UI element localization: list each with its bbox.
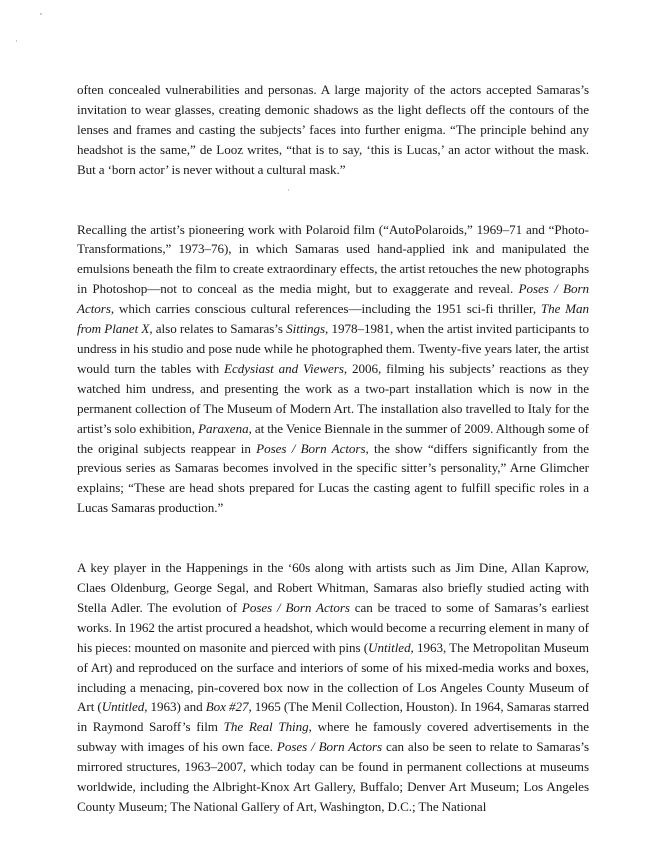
scan-speck <box>16 40 17 42</box>
text-run: can also be seen to relate to Samaras’s mirrored structures, 1963–2007, which today can be found in permanent collections at museums worldwide, including the Albright-Knox Art Gallery, Buffalo; Denver Art Museum; Los Angeles County Museum; The National Gallery of Art, Washington, D.C.; The National <box>77 739 589 814</box>
italic-title: Poses / Born Actors <box>276 739 383 755</box>
text-run: 1963, The Metropolitan Museum of Art) and reproduced on the surface and interiors of some of his mixed-media works and boxes, including a menacing, pin-covered box now in the collection of Los Angeles County Museum of Art ( <box>77 639 589 715</box>
text-run: , which carries conscious cultural references—including the 1951 sci-fi thriller, <box>110 301 541 317</box>
text-run: , also relates to Samaras’s <box>149 321 287 337</box>
text-run: , where he famously covered advertisements in the subway with images of his own face. <box>77 719 589 755</box>
italic-title: Untitled, <box>101 699 148 715</box>
text-run: often concealed vulnerabilities and personas. A large majority of the actors accepted Samaras’s invitation to wear glasses, creating demonic shadows as the light deflects off the contours of the lenses and frames and casting the subjects’ faces into further enigma. “The principle behind any headshot is the same,” de Looz writes, “that is to say, ‘this is Lucas,’ an actor without the mask. But a ‘born actor’ is never without a cultural mask.” <box>77 82 589 177</box>
paragraph-1 <box>77 80 589 180</box>
italic-title: Paraxena <box>198 420 249 436</box>
italic-title: The Real Thing <box>223 719 309 735</box>
scan-speck <box>40 13 42 15</box>
text-run: 1963) and <box>147 699 206 715</box>
italic-title: Poses / Born Actors <box>77 281 589 317</box>
document-page <box>77 80 589 817</box>
italic-title: Ecdysiast and Viewers <box>224 360 344 376</box>
text-run: , 1965 (The Menil Collection, Houston). In 1964, Samaras starred in Raymond Saroff’s film <box>77 699 589 735</box>
paragraph-3 <box>77 558 589 817</box>
text-run: , 1978–1981, when the artist invited participants to undress in his studio and pose nude while he photographed them. Twenty-five years later, the artist would turn the tables with <box>77 321 590 376</box>
paragraph-2 <box>77 220 589 519</box>
text-run: A key player in the Happenings in the ‘60s along with artists such as Jim Dine, Allan Kaprow, Claes Oldenburg, George Segal, and Robert Whitman, Samaras also briefly studied acting with Stella Adler. The evolution of <box>77 560 589 615</box>
text-run: , at the Venice Biennale in the summer of 2009. Although some of the original subjects reappear in <box>77 420 589 456</box>
italic-title: Box #27 <box>205 699 249 715</box>
italic-title: Poses / Born Actors <box>241 599 350 615</box>
text-run: can be traced to some of Samaras’s earliest works. In 1962 the artist procured a headshot, which would become a recurring element in many of his pieces: mounted on masonite and pierced with pins ( <box>77 599 590 655</box>
text-run: Recalling the artist’s pioneering work with Polaroid film (“AutoPolaroids,” 1969–71 and “Photo-Transformations,” 1973–76), in which Samaras used hand-applied ink and manipulated the emulsions beneath the film to create extraordinary effects, the artist retouches the new photographs in Photoshop—not to conceal as the media might, but to exaggerate and reveal. <box>77 221 589 297</box>
text-run: , the show “differs significantly from the previous series as Samaras becomes involved in the specific sitter’s personality,” Arne Glimcher explains; “These are head shots prepared for Lucas the casting agent to fulfill specific roles in a Lucas Samaras production.” <box>77 440 590 516</box>
italic-title: Untitled, <box>368 639 414 655</box>
italic-title: The Man from Planet X <box>77 301 589 337</box>
text-run: , 2006, filming his subjects’ reactions as they watched him undress, and presenting the work as a two-part installation which is now in the permanent collection of The Museum of Modern Art. The installation also travelled to Italy for the artist’s solo exhibition, <box>77 360 589 436</box>
italic-title: Poses / Born Actors <box>256 440 366 456</box>
italic-title: Sittings <box>286 321 326 337</box>
